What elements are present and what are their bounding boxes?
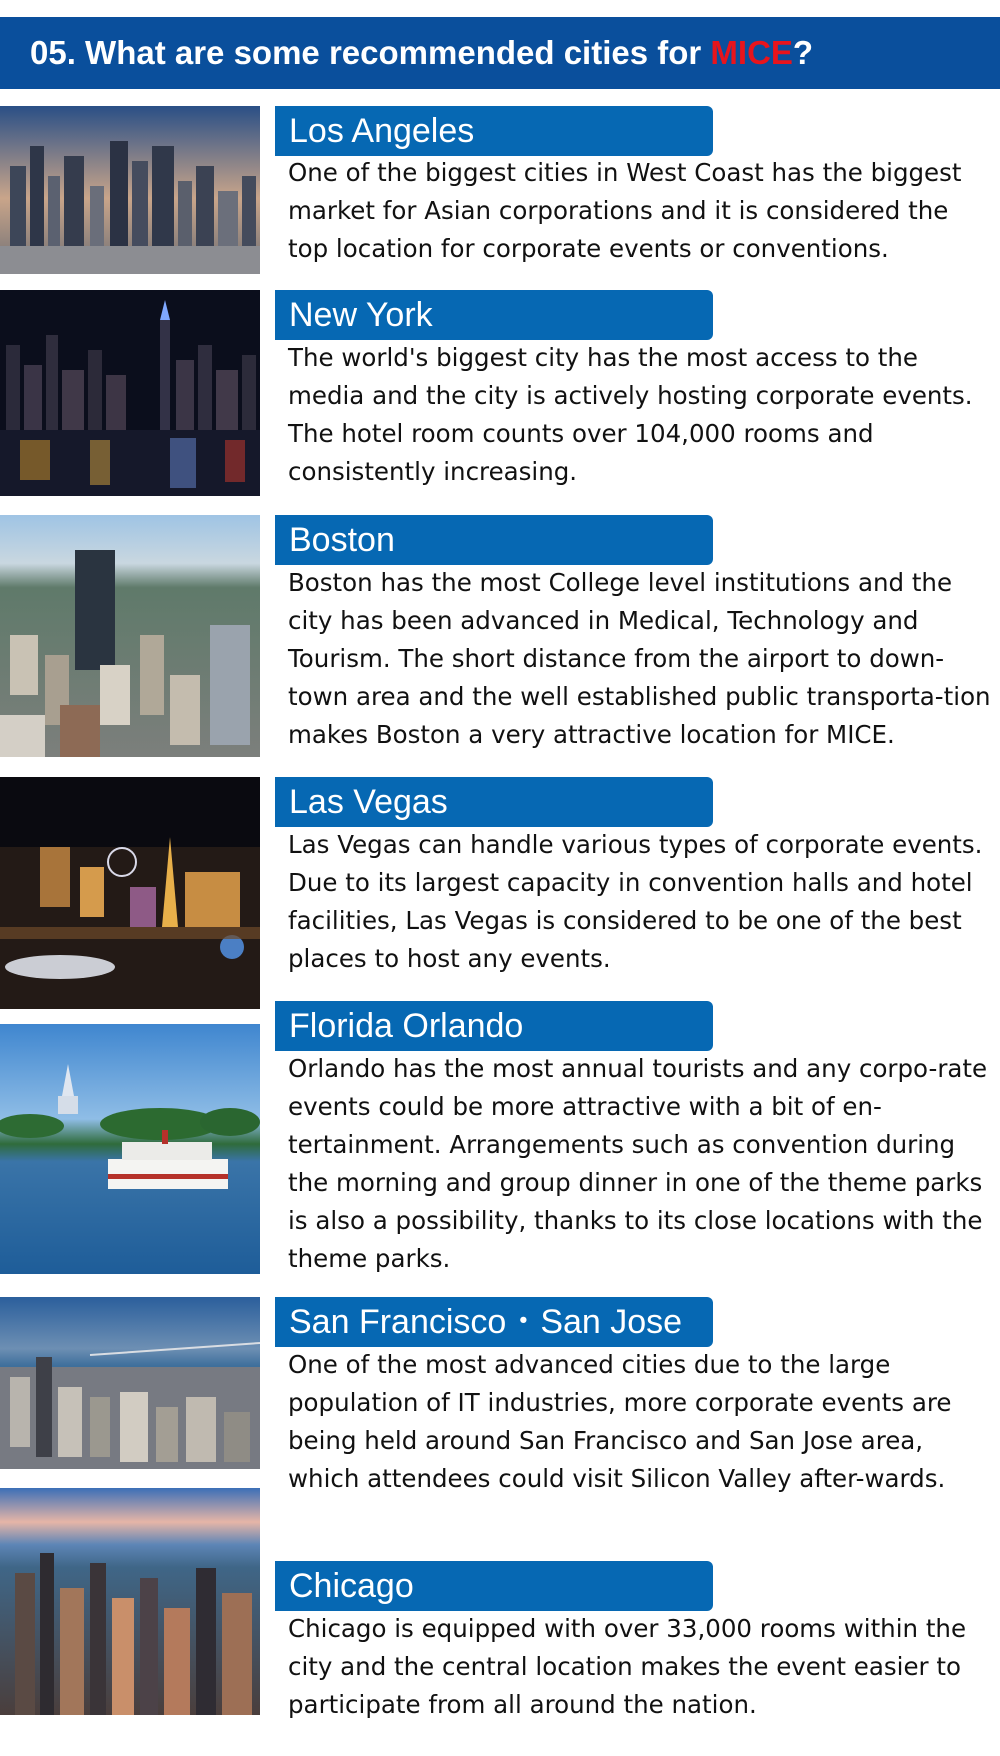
city-title-bar [275, 1297, 713, 1347]
city-name: San Francisco・San Jose [289, 1303, 683, 1341]
city-title-bar [275, 777, 713, 827]
san-francisco-photo [0, 1297, 260, 1469]
city-title-bar [275, 290, 713, 340]
title-highlight-mice: MICE [710, 34, 793, 71]
city-name: Boston [289, 521, 395, 559]
orlando-photo [0, 1024, 260, 1274]
city-name: Las Vegas [289, 783, 448, 821]
city-title-bar [275, 515, 713, 565]
new-york-photo [0, 290, 260, 496]
city-title-bar [275, 106, 713, 156]
los-angeles-photo [0, 106, 260, 274]
city-title-bar [275, 1001, 713, 1051]
chicago-photo [0, 1488, 260, 1715]
page-title [30, 17, 813, 89]
city-description: One of the most advanced cities due to the large population of IT industries, more corporate events are being held around San Francisco and San Jose area, which attendees could visit Silicon Valley after-wards. [288, 1350, 952, 1493]
page-header [0, 17, 1000, 89]
title-text: 05. What are some recommended cities for [30, 34, 711, 71]
city-description: One of the biggest cities in West Coast has the biggest market for Asian corporations and it is considered the top location for corporate events or conventions. [288, 158, 962, 263]
city-description: Las Vegas can handle various types of corporate events. Due to its largest capacity in convention halls and hotel facilities, Las Vegas is considered to be one of the best places to host any events. [288, 830, 983, 973]
city-name: New York [289, 296, 433, 334]
city-description: The world's biggest city has the most access to the media and the city is actively hosting corporate events. The hotel room counts over 104,000 rooms and consistently increasing. [288, 343, 973, 486]
city-description: Boston has the most College level institutions and the city has been advanced in Medical, Technology and Tourism. The short distance from the airport to down-town area and the well established public transporta-tion makes Boston a very attractive location for MICE. [288, 568, 991, 749]
title-question-mark: ? [792, 34, 814, 71]
city-description: Orlando has the most annual tourists and any corpo-rate events could be more attractive with a bit of en-tertainment. Arrangements such as convention during the morning and group dinner in one of the theme parks is also a possibility, thanks to its close locations with the theme parks. [288, 1054, 988, 1273]
city-name: Florida Orlando [289, 1007, 524, 1045]
boston-photo [0, 515, 260, 757]
city-description: Chicago is equipped with over 33,000 rooms within the city and the central location makes the event easier to participate from all around the nation. [288, 1614, 967, 1719]
las-vegas-photo [0, 777, 260, 1009]
city-name: Chicago [289, 1567, 414, 1605]
city-title-bar [275, 1561, 713, 1611]
city-name: Los Angeles [289, 112, 475, 150]
